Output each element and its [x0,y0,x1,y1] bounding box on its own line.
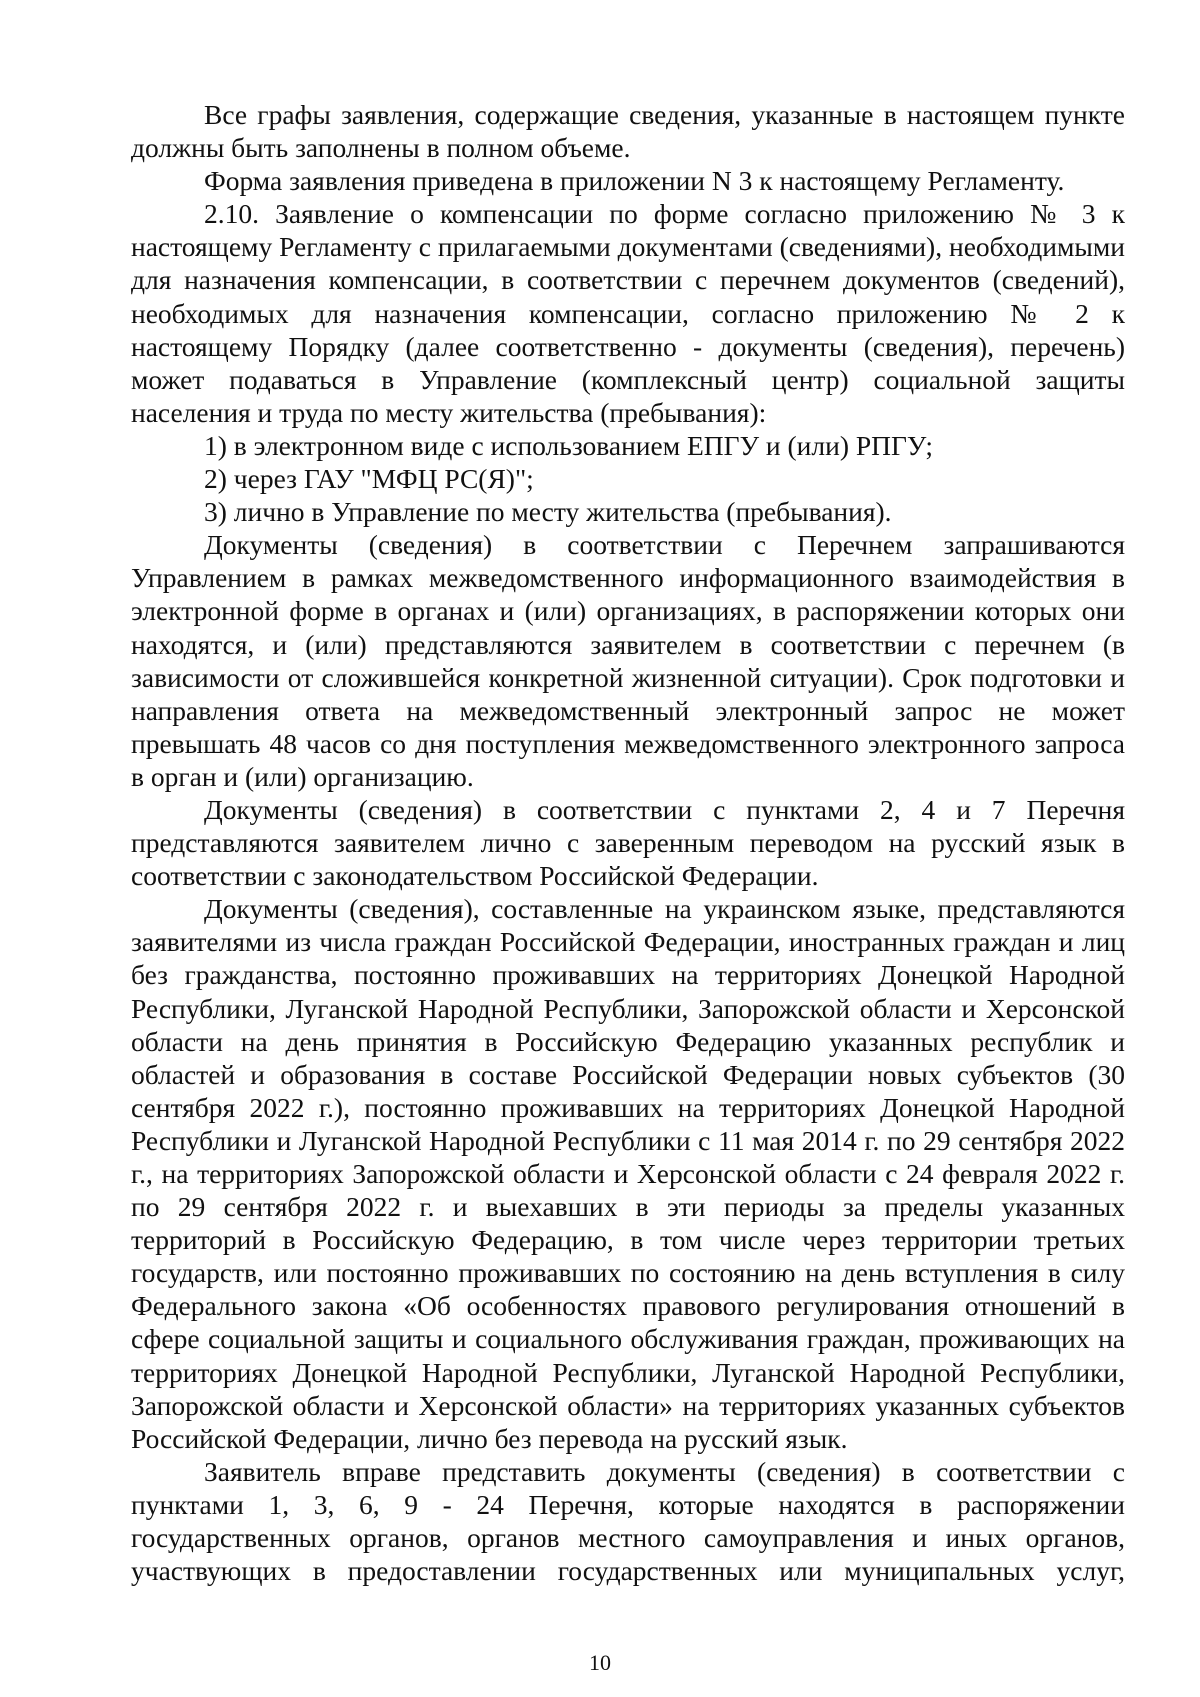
paragraph-2-10: 2.10. Заявление о компенсации по форме согласно приложению № 3 к настоящему Регламенту с прилагаемыми документами (сведениями), необходимыми для назначения компенсации, в соответствии с перечнем документов (сведений), необходимых для назначения компенсации, согласно приложению № 2 к настоящему Порядку (далее соответственно - документы (сведения), перечень) может подаваться в Управление (комплексный центр) социальной защиты населения и труда по месту жительства (пребывания): [131,198,1125,428]
paragraph-interagency-request: Документы (сведения) в соответствии с Перечнем запрашиваются Управлением в рамках межведомственного информационного взаимодействия в электронной форме в органах и (или) организациях, в распоряжении которых они находятся, и (или) представляются заявителем в соответствии с перечнем (в зависимости от сложившейся конкретной жизненной ситуации). Срок подготовки и направления ответа на межведомственный электронный запрос не может превышать 48 часов со дня поступления межведомственного электронного запроса в орган и (или) организацию. [131,529,1125,792]
paragraph-ukrainian-documents: Документы (сведения), составленные на украинском языке, представляются заявителями из числа граждан Российской Федерации, иностранных граждан и лиц без гражданства, постоянно проживавших на территориях Донецкой Народной Республики, Луганской Народной Республики, Запорожской области и Херсонской области на день принятия в Российскую Федерацию указанных республик и областей и образования в составе Российской Федерации новых субъектов (30 сентября 2022 г.), постоянно проживавших на территориях Донецкой Народной Республики и Луганской Народной Республики с 11 мая 2014 г. по 29 сентября 2022 г., на территориях Запорожской области и Херсонской области с 24 февраля 2022 г. по 29 сентября 2022 г. и выехавших в эти периоды за пределы указанных территорий в Российскую Федерацию, в том числе через территории третьих государств, или постоянно проживавших по состоянию на день вступления в силу Федерального закона «Об особенностях правового регулирования отношений в сфере социальной защиты и социального обслуживания граждан, проживающих на территориях Донецкой Народной Республики, Луганской Народной Республики, Запорожской области и Херсонской области» на территориях указанных субъектов Российской Федерации, лично без перевода на русский язык. [131,893,1125,1454]
list-item-in-person: 3) лично в Управление по месту жительства (пребывания). [204,496,892,528]
page-number: 10 [589,1650,611,1675]
paragraph-applicant-right: Заявитель вправе представить документы (сведения) в соответствии с пунктами 1, 3, 6, 9 - 24 Перечня, которые находятся в распоряжении государственных органов, органов местного самоуправления и иных органов, участвующих в предоставлении государственных или муниципальных услуг, [131,1455,1125,1587]
document-body [131,98,1125,1587]
list-item-mfc: 2) через ГАУ "МФЦ РС(Я)"; [204,463,534,495]
paragraph-translation: Документы (сведения) в соответствии с пунктами 2, 4 и 7 Перечня представляются заявителем лично с заверенным переводом на русский язык в соответствии с законодательством Российской Федерации. [131,793,1125,892]
paragraph-form-appendix: Форма заявления приведена в приложении N 3 к настоящему Регламенту. [204,165,1065,197]
list-item-electronic: 1) в электронном виде с использованием ЕПГУ и (или) РПГУ; [204,429,933,461]
paragraph-form-fields: Все графы заявления, содержащие сведения, указанные в настоящем пункте должны быть заполнены в полном объеме. [131,99,1125,164]
